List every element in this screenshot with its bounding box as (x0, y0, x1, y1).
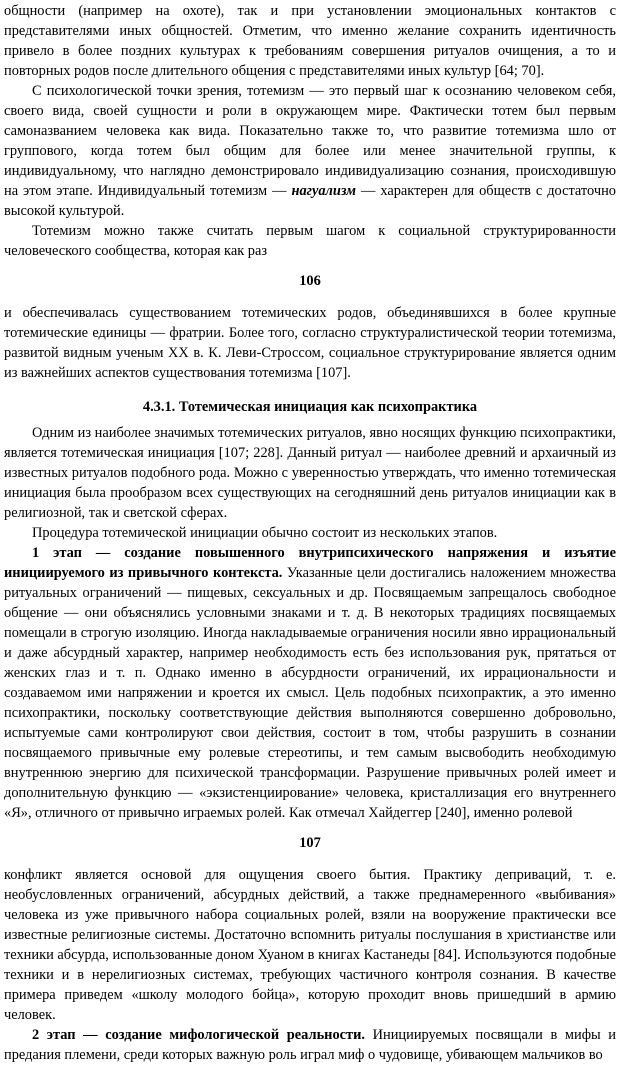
paragraph: Процедура тотемической инициации обычно состоит из нескольких этапов. (32, 525, 498, 541)
stage-heading: 2 этап — создание мифологической реальности. (32, 1027, 366, 1043)
stage-heading: 1 этап — создание повышенного внутрипсихического напряжения и изъятие инициируемого из привычного контекста. (4, 545, 616, 581)
text-run: Указанные цели достигались наложением множества ритуальных ограничений — пищевых, сексуальных и др. Посвящаемым запрещалось свободное общение — они объяснялись условными знаками и т. д. В некоторых традициях посвящаемых помещали в строгую изоляцию. Иногда накладываемые ограничения носили явно иррациональный и даже абсурдный характер, например необходимость есть без использования рук, прятаться от женских глаз и т. п. Однако именно в абсурдности ограничений, их иррациональности и создаваемом ими напряжении и кроется их смысл. Цель подобных психопрактик, а это именно психопрактики, поскольку соответствующие действия выполняются совершенно добровольно, испытуемые сами контролируют свои действия, состоит в том, чтобы разрушить в сознании посвящаемого привычные ему ролевые стереотипы, и тем самым высвободить необходимую внутреннюю энергию для психической трансформации. Разрушение привычных ролей имеет и дополнительную функцию — «экзистенциирование» человека, кристаллизация его внутреннего «Я», отличного от привычно играемых ролей. Как отмечал Хайдеггер [240], именно ролевой (4, 565, 616, 821)
paragraph (4, 543, 616, 823)
page-number: 107 (299, 835, 321, 851)
emphasized-term: нагуализм (291, 183, 357, 199)
paragraph: и обеспечивалась существованием тотемических родов, объединявшихся в более крупные тотемические единицы — фратрии. Более того, согласно структуралистической теории тотемизма, развитой видным ученым XX в. К. Леви-Строссом, социальное структурирование является одним из важнейших аспектов существования тотемизма [107]. (4, 305, 616, 381)
page-number: 106 (299, 273, 321, 289)
paragraph (4, 81, 616, 221)
section-heading: 4.3.1. Тотемическая инициация как психопрактика (142, 399, 478, 415)
paragraph: конфликт является основой для ощущения своего бытия. Практику деприваций, т. е. необусловленных ограничений, абсурдных действий, а также преднамеренного «выбивания» человека из уже привычного набора социальных ролей, взяли на вооружение практически все известные религиозные системы. Достаточно вспомнить ритуалы послушания в христианстве или техники абсурда, использованные доном Хуаном в книгах Кастанеды [84]. Используются подобные техники и в нерелигиозных системах, требующих частичного контроля сознания. В качестве примера приведем «школу молодого бойца», которую проходит вновь пришедший в армию человек. (4, 867, 616, 1023)
text-run: — характерен для обществ с достаточно высокой культурой. (4, 183, 616, 219)
paragraph: Тотемизм можно также считать первым шагом к социальной структурированности человеческого сообщества, которая как раз (4, 223, 616, 259)
paragraph (4, 1025, 616, 1065)
text-run: Инициируемых посвящали в мифы и предания племени, среди которых важную роль играл миф о чудовище, убивающем мальчиков во (4, 1027, 616, 1063)
paragraph: общности (например на охоте), так и при установлении эмоциональных контактов с представителями иных общностей. Отметим, что именно желание сохранить идентичность привело в более поздних культурах к требованиям совершения ритуалов очищения, а то и повторных родов после длительного общения с представителями иных культур [64; 70]. (4, 3, 616, 79)
text-run: С психологической точки зрения, тотемизм — это первый шаг к осознанию человеком себя, своего вида, своей сущности и роли в окружающем мире. Фактически тотем был первым самоназванием человека как вида. Показательно также то, что развитие тотемизма шло от группового, когда тотем был общим для более или менее значительной группы, к индивидуальному, что наглядно демонстрировало индивидуализацию сознания, происходившую на этом этапе. Индивидуальный тотемизм — (4, 83, 616, 199)
paragraph: Одним из наиболее значимых тотемических ритуалов, явно носящих функцию психопрактики, является тотемическая инициация [107; 228]. Данный ритуал — наиболее древний и архаичный из известных ритуалов подобного рода. Можно с уверенностью утверждать, что именно тотемическая инициация была прообразом всех существующих на сегодняшний день ритуалов инициации как в религиозной, так и светской сферах. (4, 425, 616, 521)
